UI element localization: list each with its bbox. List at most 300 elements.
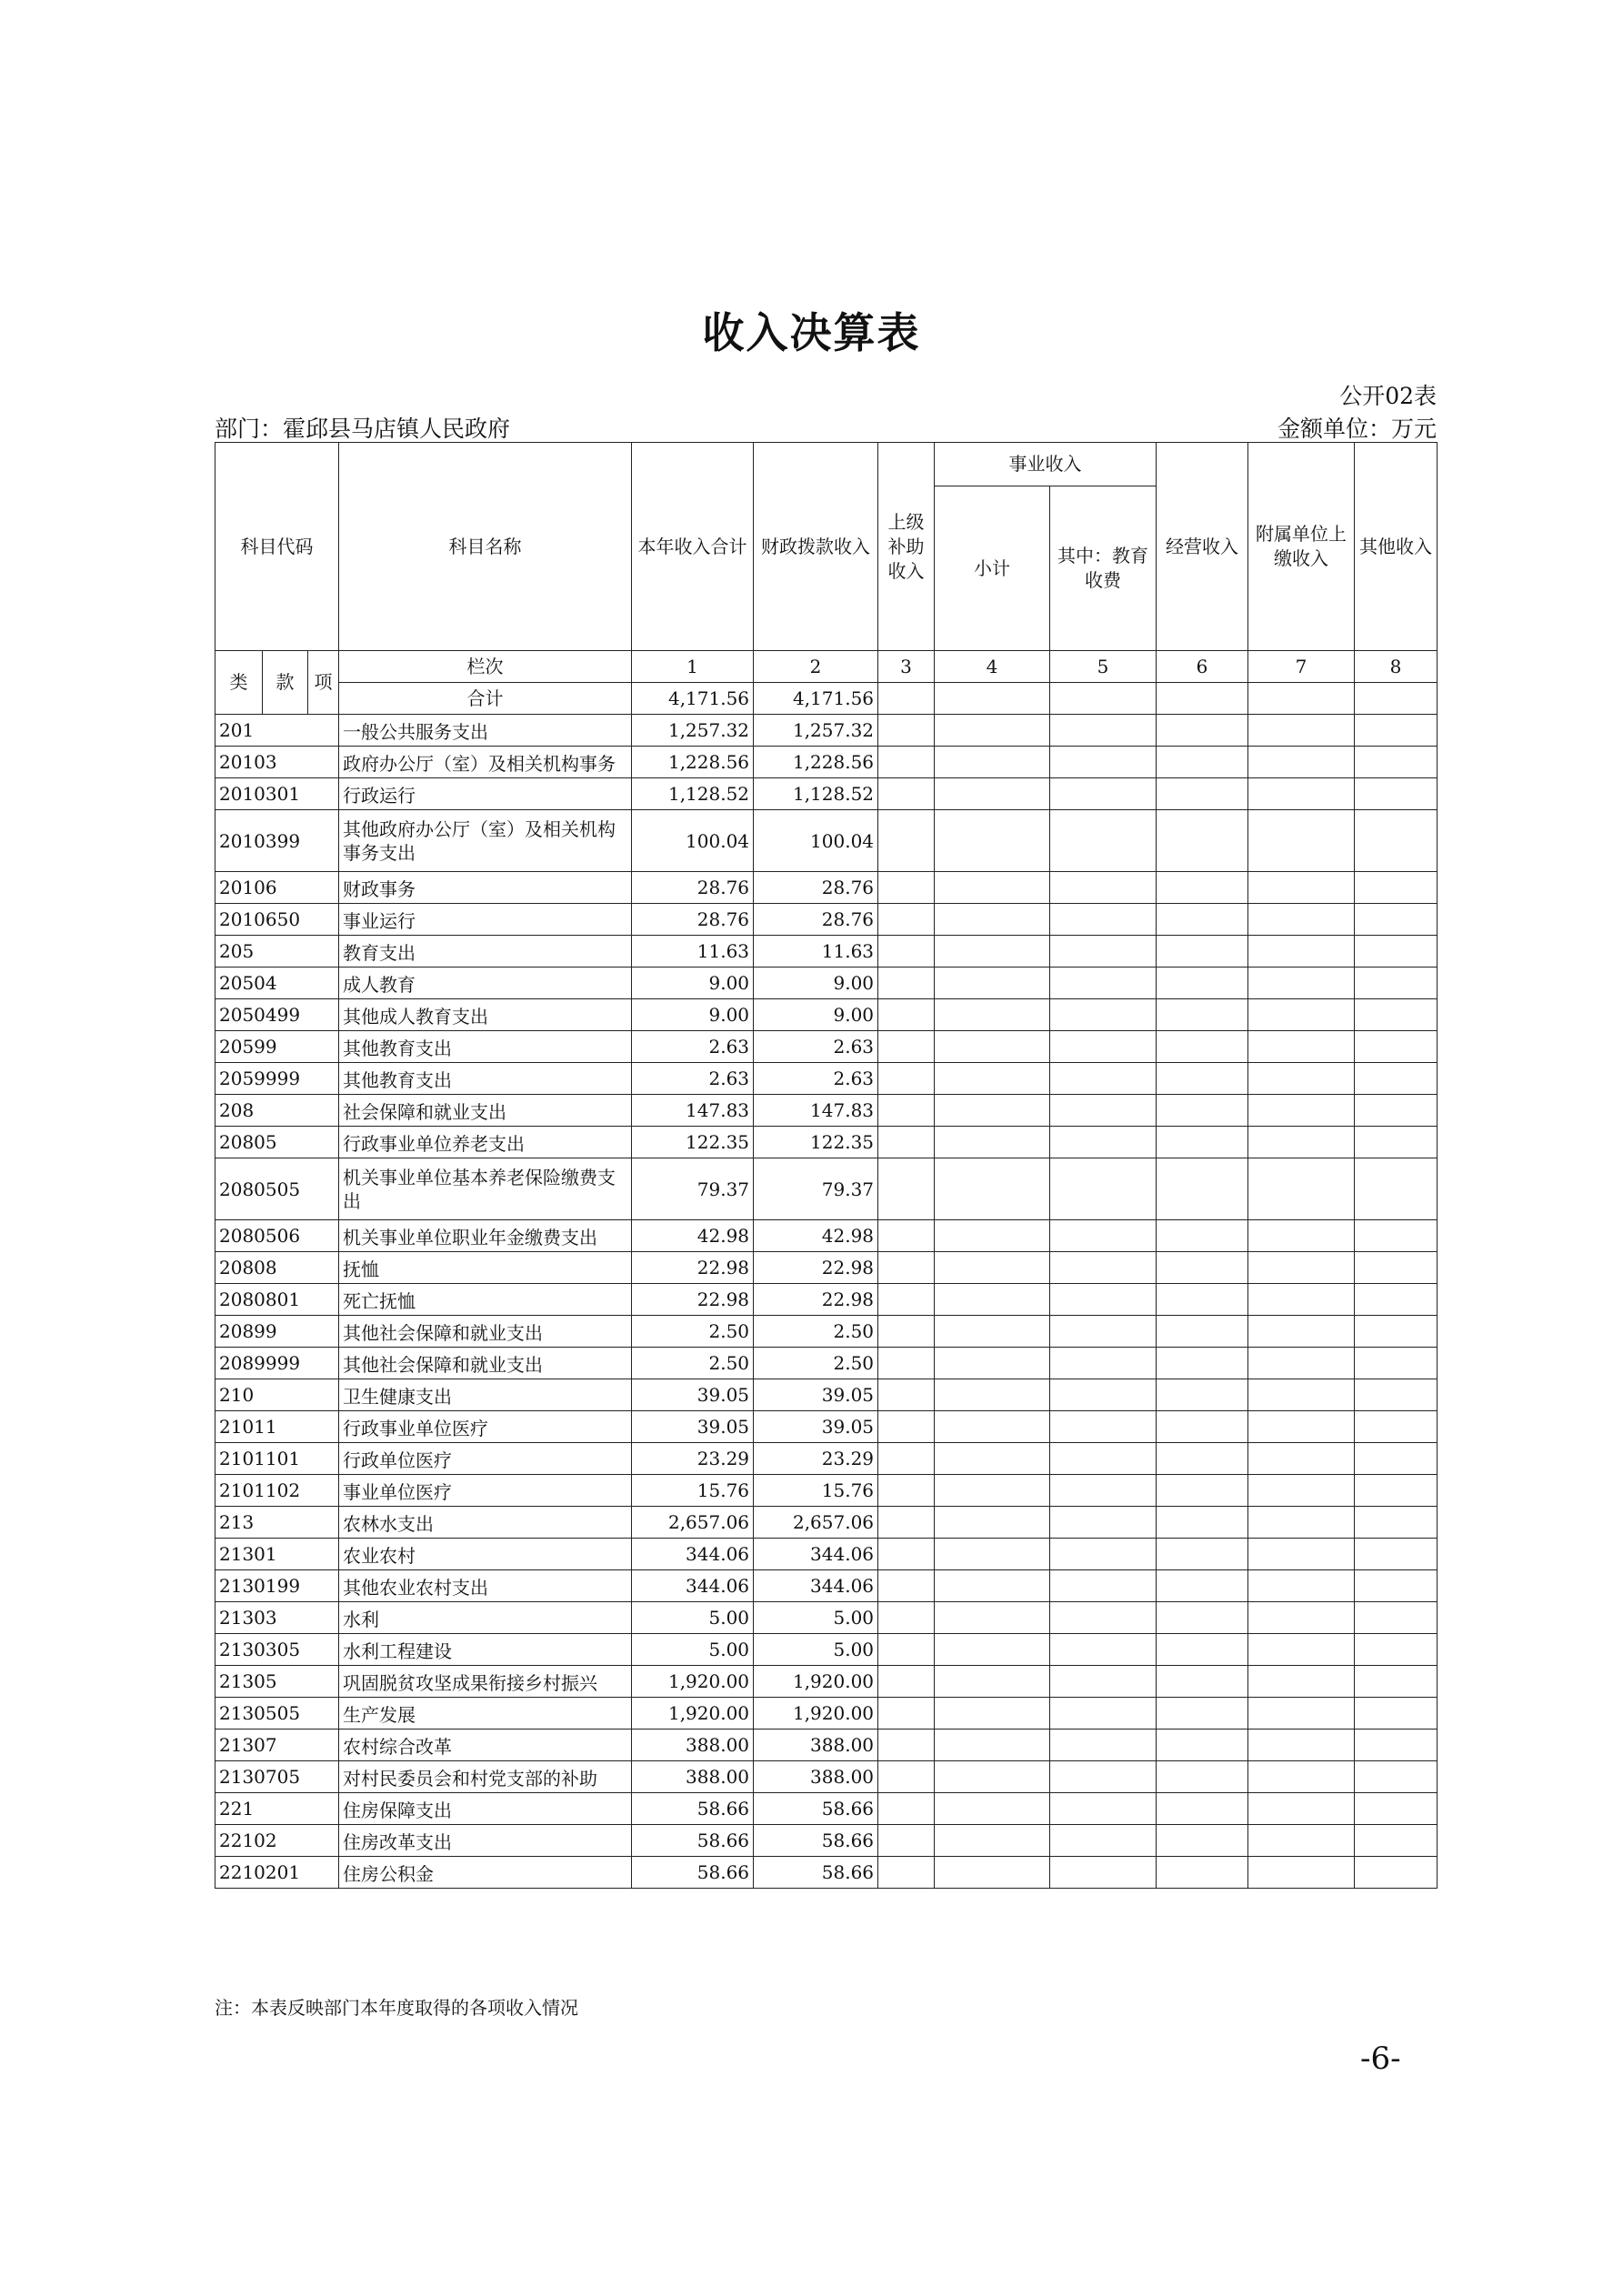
total-fiscal-cell: 4,171.56 [754,683,878,715]
row-code: 210 [215,1379,339,1411]
empty-cell [878,1825,935,1857]
empty-cell [1355,1475,1438,1507]
row-name: 农林水支出 [339,1507,632,1539]
empty-cell [1355,1379,1438,1411]
row-total-income: 147.83 [632,1095,754,1127]
table-row [215,999,1438,1031]
row-total-income: 58.66 [632,1857,754,1889]
empty-cell [1050,1570,1157,1602]
row-code: 2130505 [215,1698,339,1730]
page-title: 收入决算表 [702,308,921,357]
empty-cell [1157,1284,1248,1316]
row-code: 2101101 [215,1443,339,1475]
row-total-income: 344.06 [632,1570,754,1602]
row-fiscal-income: 2,657.06 [754,1507,878,1539]
empty-cell [935,1379,1050,1411]
empty-cell [935,1698,1050,1730]
header-operating-income: 经营收入 [1157,443,1248,651]
row-code: 21303 [215,1602,339,1634]
empty-cell [1050,1411,1157,1443]
empty-cell [1355,1220,1438,1252]
row-fiscal-income: 23.29 [754,1443,878,1475]
row-name: 其他农业农村支出 [339,1570,632,1602]
row-name: 农村综合改革 [339,1730,632,1761]
row-total-income: 2.63 [632,1031,754,1063]
table-note: 注：本表反映部门本年度取得的各项收入情况 [215,1997,578,2019]
empty-cell [878,1698,935,1730]
empty-cell [878,1127,935,1158]
total-label: 合计 [339,683,632,715]
empty-cell [878,1252,935,1284]
row-total-income: 22.98 [632,1252,754,1284]
empty-cell [878,1443,935,1475]
row-fiscal-income: 2.50 [754,1316,878,1348]
table-row [215,747,1438,778]
row-code: 201 [215,715,339,747]
table-row [215,1570,1438,1602]
empty-cell [935,810,1050,872]
empty-cell [878,1475,935,1507]
row-code: 20106 [215,872,339,904]
empty-cell [935,1730,1050,1761]
empty-cell [1248,1825,1355,1857]
row-code: 2130705 [215,1761,339,1793]
empty-cell [1248,1698,1355,1730]
row-code: 213 [215,1507,339,1539]
empty-cell [1355,1127,1438,1158]
empty-cell [1050,1666,1157,1698]
empty-cell [1050,1507,1157,1539]
header-name: 科目名称 [339,443,632,651]
table-row [215,1127,1438,1158]
empty-cell [1050,1539,1157,1570]
table-row [215,1252,1438,1284]
empty-cell [878,1666,935,1698]
table-row [215,1475,1438,1507]
empty-cell [1157,968,1248,999]
empty-cell [1248,872,1355,904]
empty-cell [878,1411,935,1443]
row-fiscal-income: 344.06 [754,1570,878,1602]
row-name: 其他教育支出 [339,1031,632,1063]
empty-cell [1248,810,1355,872]
empty-cell [1355,1602,1438,1634]
row-total-income: 23.29 [632,1443,754,1475]
table-row [215,1411,1438,1443]
row-name: 水利 [339,1602,632,1634]
empty-cell [1355,1634,1438,1666]
empty-cell [1050,936,1157,968]
row-fiscal-income: 39.05 [754,1411,878,1443]
empty-cell [878,999,935,1031]
empty-cell [1157,1475,1248,1507]
row-fiscal-income: 1,228.56 [754,747,878,778]
row-fiscal-income: 11.63 [754,936,878,968]
row-name: 其他社会保障和就业支出 [339,1316,632,1348]
row-fiscal-income: 1,257.32 [754,715,878,747]
row-total-income: 1,920.00 [632,1666,754,1698]
row-code: 2080801 [215,1284,339,1316]
header-superior-subsidy: 上级补助收入 [878,443,935,651]
row-total-income: 28.76 [632,904,754,936]
empty-cell [1355,1793,1438,1825]
row-name: 其他教育支出 [339,1063,632,1095]
empty-cell [1050,1698,1157,1730]
empty-cell [1157,872,1248,904]
row-name: 事业运行 [339,904,632,936]
empty-cell [935,778,1050,810]
empty-cell [935,1127,1050,1158]
empty-cell [878,747,935,778]
empty-cell [1157,1127,1248,1158]
row-code: 20808 [215,1252,339,1284]
row-name: 抚恤 [339,1252,632,1284]
empty-cell [1248,936,1355,968]
empty-cell [1355,1443,1438,1475]
empty-cell [1050,1063,1157,1095]
row-total-income: 28.76 [632,872,754,904]
row-name: 机关事业单位职业年金缴费支出 [339,1220,632,1252]
row-fiscal-income: 5.00 [754,1634,878,1666]
empty-cell [1157,1698,1248,1730]
row-total-income: 5.00 [632,1602,754,1634]
table-row [215,1031,1438,1063]
table-row [215,1316,1438,1348]
row-fiscal-income: 9.00 [754,999,878,1031]
empty-cell [1050,1127,1157,1158]
table-row [215,968,1438,999]
empty-cell [1248,1443,1355,1475]
row-fiscal-income: 9.00 [754,968,878,999]
empty-cell [878,904,935,936]
empty-cell [935,1063,1050,1095]
empty-cell [1157,1252,1248,1284]
empty-cell [1157,715,1248,747]
empty-cell [1248,1730,1355,1761]
empty-cell [878,1284,935,1316]
row-code: 2010301 [215,778,339,810]
empty-cell [1355,1570,1438,1602]
empty-cell [1355,1539,1438,1570]
empty-cell [1050,1095,1157,1127]
row-name: 死亡抚恤 [339,1284,632,1316]
row-code: 2130305 [215,1634,339,1666]
empty-cell [1355,1507,1438,1539]
row-name: 行政单位医疗 [339,1443,632,1475]
empty-cell [1248,1379,1355,1411]
empty-cell [935,1539,1050,1570]
empty-cell [935,1634,1050,1666]
empty-cell [1050,1220,1157,1252]
empty-cell [1157,1443,1248,1475]
empty-cell [1248,1252,1355,1284]
empty-cell [1248,747,1355,778]
table-row [215,1634,1438,1666]
table-row [215,1379,1438,1411]
empty-cell [878,1379,935,1411]
empty-cell [1355,1761,1438,1793]
table-row [215,1095,1438,1127]
table-row [215,872,1438,904]
empty-cell [1157,1825,1248,1857]
row-code: 2089999 [215,1348,339,1379]
empty-cell [1157,1539,1248,1570]
row-fiscal-income: 344.06 [754,1539,878,1570]
empty-cell [1355,1411,1438,1443]
empty-cell [935,1507,1050,1539]
empty-cell [1355,1698,1438,1730]
empty-cell [1157,1031,1248,1063]
row-total-income: 79.37 [632,1158,754,1220]
header-other-income: 其他收入 [1355,443,1438,651]
empty-cell [1157,1095,1248,1127]
row-total-income: 388.00 [632,1761,754,1793]
empty-cell [1355,999,1438,1031]
empty-cell [1050,1031,1157,1063]
table-row [215,1825,1438,1857]
table-row [215,1857,1438,1889]
row-total-income: 2.50 [632,1348,754,1379]
total-income-cell: 4,171.56 [632,683,754,715]
row-code: 20103 [215,747,339,778]
empty-cell [878,1220,935,1252]
row-code: 2210201 [215,1857,339,1889]
empty-cell [935,1031,1050,1063]
empty-cell [878,1316,935,1348]
empty-cell [935,1095,1050,1127]
empty-cell [1157,1411,1248,1443]
empty-cell [878,1539,935,1570]
row-name: 社会保障和就业支出 [339,1095,632,1127]
empty-cell [935,968,1050,999]
page-number: -6- [1360,2040,1401,2077]
row-fiscal-income: 28.76 [754,872,878,904]
empty-cell [878,1031,935,1063]
row-name: 其他成人教育支出 [339,999,632,1031]
empty-cell [1248,778,1355,810]
header-affiliated-income: 附属单位上缴收入 [1248,443,1355,651]
empty-cell [1248,1127,1355,1158]
empty-cell [935,1220,1050,1252]
row-name: 水利工程建设 [339,1634,632,1666]
row-name: 财政事务 [339,872,632,904]
empty-cell [1248,999,1355,1031]
row-name: 成人教育 [339,968,632,999]
empty-cell [1050,1793,1157,1825]
header-business-income: 事业收入 [935,443,1157,486]
empty-cell [1248,1666,1355,1698]
col-no-5: 5 [1050,651,1157,683]
row-fiscal-income: 22.98 [754,1284,878,1316]
empty-cell [1050,968,1157,999]
empty-cell [878,968,935,999]
row-total-income: 1,228.56 [632,747,754,778]
header-code: 科目代码 [215,443,339,651]
empty-cell [1157,1348,1248,1379]
col-no-8: 8 [1355,651,1438,683]
row-code: 2010650 [215,904,339,936]
table-row [215,810,1438,872]
row-total-income: 2.63 [632,1063,754,1095]
empty-cell [1355,1666,1438,1698]
empty-cell [1248,1411,1355,1443]
income-table [215,442,1438,1889]
row-total-income: 9.00 [632,968,754,999]
empty-cell [935,1411,1050,1443]
empty-cell [1157,747,1248,778]
empty-cell [878,1761,935,1793]
header-xiang: 项 [308,651,339,715]
empty-cell [1248,1316,1355,1348]
empty-cell [1050,904,1157,936]
empty-cell [1355,968,1438,999]
empty-cell [1050,1252,1157,1284]
empty-cell [878,936,935,968]
empty-cell [1355,1063,1438,1095]
empty-cell [878,1570,935,1602]
row-name: 其他政府办公厅（室）及相关机构事务支出 [339,810,632,872]
empty-cell [1157,1730,1248,1761]
empty-cell [1355,1825,1438,1857]
empty-cell [1355,778,1438,810]
row-fiscal-income: 58.66 [754,1793,878,1825]
row-code: 20599 [215,1031,339,1063]
table-row [215,936,1438,968]
empty-cell [1050,747,1157,778]
empty-cell [1355,1031,1438,1063]
empty-cell [1157,810,1248,872]
empty-cell [1157,778,1248,810]
row-name: 巩固脱贫攻坚成果衔接乡村振兴 [339,1666,632,1698]
row-name: 住房改革支出 [339,1825,632,1857]
row-code: 2101102 [215,1475,339,1507]
empty-cell [878,1348,935,1379]
empty-cell [1248,1570,1355,1602]
empty-cell [1050,715,1157,747]
table-row [215,1730,1438,1761]
empty-cell [935,1570,1050,1602]
row-code: 21307 [215,1730,339,1761]
empty-cell [1050,1284,1157,1316]
row-name: 教育支出 [339,936,632,968]
row-total-income: 344.06 [632,1539,754,1570]
empty-cell [1157,1063,1248,1095]
empty-cell [935,1793,1050,1825]
empty-cell [878,1793,935,1825]
empty-cell [935,1602,1050,1634]
empty-cell [935,1316,1050,1348]
empty-cell [1157,1857,1248,1889]
empty-cell [935,1825,1050,1857]
row-code: 20899 [215,1316,339,1348]
empty-cell [1157,1507,1248,1539]
empty-cell [1248,1063,1355,1095]
row-fiscal-income: 58.66 [754,1825,878,1857]
row-total-income: 2,657.06 [632,1507,754,1539]
empty-cell [1050,872,1157,904]
row-total-income: 58.66 [632,1825,754,1857]
row-total-income: 100.04 [632,810,754,872]
row-name: 住房公积金 [339,1857,632,1889]
row-name: 生产发展 [339,1698,632,1730]
row-name: 事业单位医疗 [339,1475,632,1507]
row-total-income: 39.05 [632,1411,754,1443]
row-total-income: 39.05 [632,1379,754,1411]
empty-cell [1248,1634,1355,1666]
row-total-income: 2.50 [632,1316,754,1348]
empty-cell [1355,1316,1438,1348]
header-column-no: 栏次 [339,651,632,683]
header-lei: 类 [215,651,263,715]
empty-cell [1157,904,1248,936]
row-name: 住房保障支出 [339,1793,632,1825]
empty-cell [1157,999,1248,1031]
empty-cell [1050,1158,1157,1220]
row-fiscal-income: 58.66 [754,1857,878,1889]
empty-cell [878,810,935,872]
empty-cell [1157,1761,1248,1793]
col-no-1: 1 [632,651,754,683]
row-code: 21305 [215,1666,339,1698]
empty-cell [1248,1031,1355,1063]
empty-cell [1248,1284,1355,1316]
empty-cell [1157,1220,1248,1252]
row-fiscal-income: 1,128.52 [754,778,878,810]
row-code: 2050499 [215,999,339,1031]
empty-cell [1050,1730,1157,1761]
table-row [215,904,1438,936]
row-fiscal-income: 2.63 [754,1063,878,1095]
empty-cell [1355,1095,1438,1127]
col-no-4: 4 [935,651,1050,683]
empty-cell [1248,1158,1355,1220]
table-row [215,778,1438,810]
table-row [215,715,1438,747]
row-total-income: 9.00 [632,999,754,1031]
empty-cell [1355,1158,1438,1220]
row-fiscal-income: 15.76 [754,1475,878,1507]
table-body [215,443,1438,1889]
empty-cell [935,999,1050,1031]
row-name: 农业农村 [339,1539,632,1570]
row-code: 20805 [215,1127,339,1158]
empty-cell [1050,778,1157,810]
row-code: 2080505 [215,1158,339,1220]
empty-cell [935,1443,1050,1475]
empty-cell [1050,1761,1157,1793]
empty-cell [935,872,1050,904]
row-total-income: 1,257.32 [632,715,754,747]
row-fiscal-income: 39.05 [754,1379,878,1411]
header-total-income: 本年收入合计 [632,443,754,651]
empty-cell [1355,810,1438,872]
header-kuan: 款 [263,651,308,715]
row-fiscal-income: 2.63 [754,1031,878,1063]
total-row [215,683,1438,715]
col-no-2: 2 [754,651,878,683]
empty-cell [1157,1634,1248,1666]
table-row [215,1284,1438,1316]
empty-cell [1050,810,1157,872]
row-total-income: 11.63 [632,936,754,968]
col-no-3: 3 [878,651,935,683]
empty-cell [1355,715,1438,747]
row-code: 2130199 [215,1570,339,1602]
empty-cell [1050,1348,1157,1379]
column-number-row [215,651,1438,683]
col-no-7: 7 [1248,651,1355,683]
row-name: 一般公共服务支出 [339,715,632,747]
